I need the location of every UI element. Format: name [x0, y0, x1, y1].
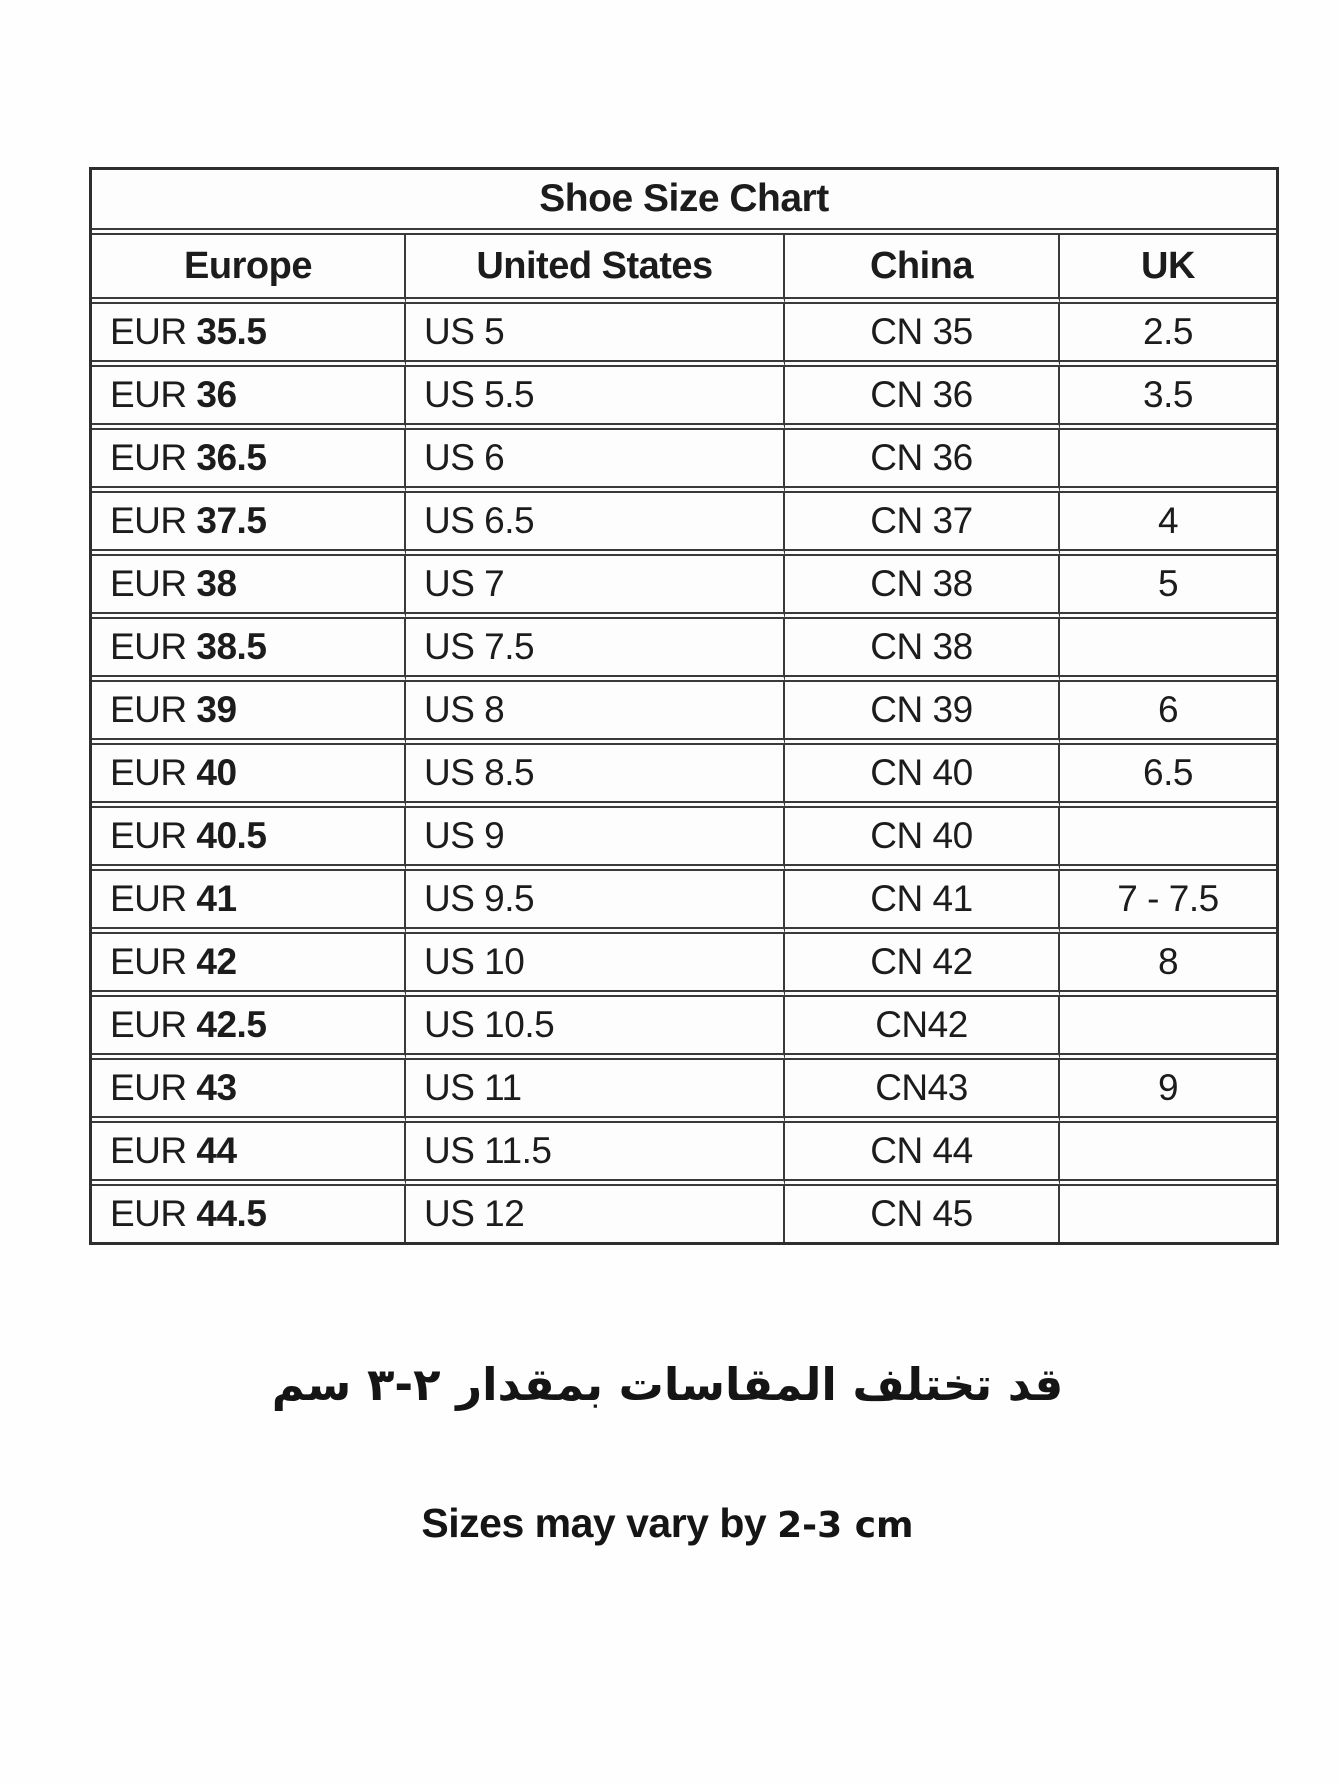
europe-size: 42.5 — [196, 1004, 267, 1045]
europe-size: 40.5 — [196, 815, 267, 856]
europe-prefix: EUR — [110, 437, 197, 478]
europe-prefix: EUR — [110, 374, 197, 415]
table-title: Shoe Size Chart — [92, 170, 1276, 235]
uk-cell: 5 — [1060, 556, 1276, 619]
europe-cell — [92, 808, 406, 871]
size-table-body — [92, 170, 1276, 1242]
uk-cell — [1060, 808, 1276, 871]
europe-size: 44 — [196, 1130, 237, 1171]
europe-prefix: EUR — [110, 1193, 197, 1234]
china-cell: CN 38 — [785, 556, 1060, 619]
table-header-row — [92, 235, 1276, 304]
europe-size: 44.5 — [196, 1193, 267, 1234]
europe-cell — [92, 367, 406, 430]
europe-size: 39 — [196, 689, 237, 730]
china-cell: CN43 — [785, 1060, 1060, 1123]
us-cell: US 8 — [406, 682, 785, 745]
europe-size: 38.5 — [196, 626, 267, 667]
english-size-note — [92, 1500, 1243, 1547]
europe-cell — [92, 682, 406, 745]
europe-cell — [92, 1060, 406, 1123]
table-row — [92, 682, 1276, 745]
china-cell: CN 40 — [785, 745, 1060, 808]
china-cell: CN 41 — [785, 871, 1060, 934]
us-cell: US 5.5 — [406, 367, 785, 430]
europe-cell — [92, 745, 406, 808]
europe-prefix: EUR — [110, 626, 197, 667]
table-row — [92, 556, 1276, 619]
us-cell: US 5 — [406, 304, 785, 367]
table-row — [92, 745, 1276, 808]
shoe-size-chart — [89, 167, 1279, 1245]
uk-cell: 6.5 — [1060, 745, 1276, 808]
china-cell: CN 42 — [785, 934, 1060, 997]
europe-size: 40 — [196, 752, 237, 793]
uk-cell: 8 — [1060, 934, 1276, 997]
uk-cell: 9 — [1060, 1060, 1276, 1123]
europe-cell — [92, 1123, 406, 1186]
table-row — [92, 304, 1276, 367]
column-header-uk: UK — [1060, 235, 1276, 304]
us-cell: US 9 — [406, 808, 785, 871]
china-cell: CN 44 — [785, 1123, 1060, 1186]
english-size-note-value: 2-3 cm — [777, 1505, 914, 1546]
column-header-europe: Europe — [92, 235, 406, 304]
europe-prefix: EUR — [110, 1067, 197, 1108]
us-cell: US 9.5 — [406, 871, 785, 934]
table-row — [92, 619, 1276, 682]
china-cell: CN 45 — [785, 1186, 1060, 1242]
europe-cell — [92, 871, 406, 934]
europe-size: 35.5 — [196, 311, 267, 352]
uk-cell — [1060, 1123, 1276, 1186]
uk-cell: 4 — [1060, 493, 1276, 556]
europe-size: 36.5 — [196, 437, 267, 478]
europe-prefix: EUR — [110, 563, 197, 604]
europe-size: 43 — [196, 1067, 237, 1108]
europe-prefix: EUR — [110, 815, 197, 856]
europe-prefix: EUR — [110, 941, 197, 982]
china-cell: CN 38 — [785, 619, 1060, 682]
china-cell: CN 35 — [785, 304, 1060, 367]
europe-prefix: EUR — [110, 311, 197, 352]
us-cell: US 12 — [406, 1186, 785, 1242]
table-row — [92, 493, 1276, 556]
table-row — [92, 367, 1276, 430]
china-cell: CN 37 — [785, 493, 1060, 556]
us-cell: US 11 — [406, 1060, 785, 1123]
table-row — [92, 1186, 1276, 1242]
europe-cell — [92, 304, 406, 367]
europe-size: 36 — [196, 374, 237, 415]
us-cell: US 7.5 — [406, 619, 785, 682]
table-row — [92, 1060, 1276, 1123]
europe-cell — [92, 1186, 406, 1242]
us-cell: US 6 — [406, 430, 785, 493]
europe-prefix: EUR — [110, 752, 197, 793]
europe-cell — [92, 997, 406, 1060]
table-row — [92, 808, 1276, 871]
table-row — [92, 997, 1276, 1060]
us-cell: US 11.5 — [406, 1123, 785, 1186]
us-cell: US 10.5 — [406, 997, 785, 1060]
us-cell: US 7 — [406, 556, 785, 619]
uk-cell: 2.5 — [1060, 304, 1276, 367]
table-row — [92, 871, 1276, 934]
europe-prefix: EUR — [110, 1004, 197, 1045]
uk-cell: 6 — [1060, 682, 1276, 745]
europe-prefix: EUR — [110, 500, 197, 541]
europe-cell — [92, 556, 406, 619]
arabic-size-note: قد تختلف المقاسات بمقدار ٢-٣ سم — [271, 1358, 1064, 1411]
uk-cell: 3.5 — [1060, 367, 1276, 430]
china-cell: CN 39 — [785, 682, 1060, 745]
europe-cell — [92, 493, 406, 556]
us-cell: US 6.5 — [406, 493, 785, 556]
uk-cell — [1060, 430, 1276, 493]
europe-size: 41 — [196, 878, 237, 919]
europe-prefix: EUR — [110, 1130, 197, 1171]
table-title-row — [92, 170, 1276, 235]
table-row — [92, 1123, 1276, 1186]
china-cell: CN 40 — [785, 808, 1060, 871]
column-header-united-states: United States — [406, 235, 785, 304]
europe-size: 37.5 — [196, 500, 267, 541]
table-row — [92, 430, 1276, 493]
europe-size: 42 — [196, 941, 237, 982]
us-cell: US 8.5 — [406, 745, 785, 808]
china-cell: CN42 — [785, 997, 1060, 1060]
table-row — [92, 934, 1276, 997]
uk-cell: 7 - 7.5 — [1060, 871, 1276, 934]
china-cell: CN 36 — [785, 367, 1060, 430]
europe-prefix: EUR — [110, 878, 197, 919]
europe-cell — [92, 430, 406, 493]
europe-prefix: EUR — [110, 689, 197, 730]
size-table — [89, 167, 1279, 1245]
us-cell: US 10 — [406, 934, 785, 997]
europe-cell — [92, 619, 406, 682]
uk-cell — [1060, 997, 1276, 1060]
column-header-china: China — [785, 235, 1060, 304]
europe-cell — [92, 934, 406, 997]
europe-size: 38 — [196, 563, 237, 604]
uk-cell — [1060, 619, 1276, 682]
uk-cell — [1060, 1186, 1276, 1242]
english-size-note-text: Sizes may vary by — [421, 1500, 767, 1546]
china-cell: CN 36 — [785, 430, 1060, 493]
